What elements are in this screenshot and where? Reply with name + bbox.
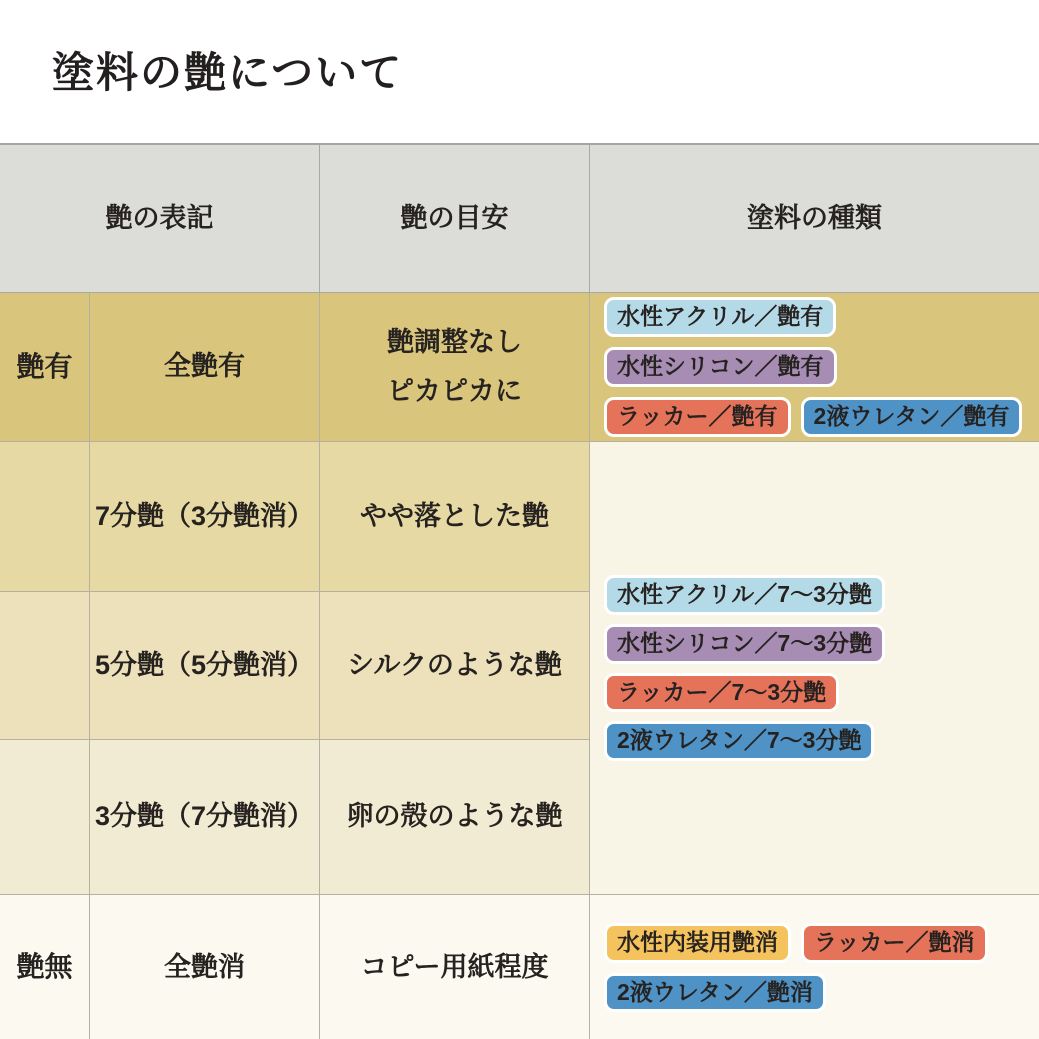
paint-badge: 水性シリコン／7〜3分艶 xyxy=(604,624,885,664)
spacer-cell xyxy=(0,740,90,895)
paint-badge: ラッカー／7〜3分艶 xyxy=(604,673,839,713)
header-paint-types: 塗料の種類 xyxy=(590,145,1039,293)
cell-paints-7to3bu xyxy=(590,442,1039,895)
cell-notation-matte: 全艶消 xyxy=(90,895,320,1039)
paint-badge: ラッカー／艶有 xyxy=(604,397,791,437)
paint-badge: 水性内装用艶消 xyxy=(604,923,791,963)
cell-notation-full-gloss: 全艶有 xyxy=(90,293,320,442)
cell-paints-matte xyxy=(590,895,1039,1039)
cell-paints-full-gloss xyxy=(590,293,1039,442)
header-gloss-guide: 艶の目安 xyxy=(320,145,590,293)
row-label-matte: 艶無 xyxy=(0,895,90,1039)
guide-line-1: 艶調整なし xyxy=(387,327,522,358)
paint-badge: ラッカー／艶消 xyxy=(801,923,988,963)
row-label-gloss: 艶有 xyxy=(0,293,90,442)
guide-line-2: ピカピカに xyxy=(387,376,522,406)
paint-badge: 水性アクリル／艶有 xyxy=(604,297,836,337)
cell-notation-7bu: 7分艶（3分艶消） xyxy=(90,442,320,592)
cell-guide-full-gloss xyxy=(320,293,590,442)
cell-notation-3bu: 3分艶（7分艶消） xyxy=(90,740,320,895)
page-title: 塗料の艶について xyxy=(52,49,404,96)
cell-guide-matte: コピー用紙程度 xyxy=(320,895,590,1039)
paint-badge: 水性アクリル／7〜3分艶 xyxy=(604,575,885,615)
paint-badge: 水性シリコン／艶有 xyxy=(604,347,837,387)
cell-guide-5bu: シルクのような艶 xyxy=(320,592,590,740)
spacer-cell xyxy=(0,442,90,592)
header-gloss-notation: 艶の表記 xyxy=(0,145,320,293)
spacer-cell xyxy=(0,592,90,740)
paint-badge: 2液ウレタン／艶有 xyxy=(801,397,1023,437)
cell-notation-5bu: 5分艶（5分艶消） xyxy=(90,592,320,740)
cell-guide-7bu: やや落とした艶 xyxy=(320,442,590,592)
title-area xyxy=(0,0,1039,143)
paint-badge: 2液ウレタン／7〜3分艶 xyxy=(604,721,874,761)
cell-guide-3bu: 卵の殻のような艶 xyxy=(320,740,590,895)
gloss-table xyxy=(0,143,1039,1039)
paint-badge: 2液ウレタン／艶消 xyxy=(604,973,826,1013)
